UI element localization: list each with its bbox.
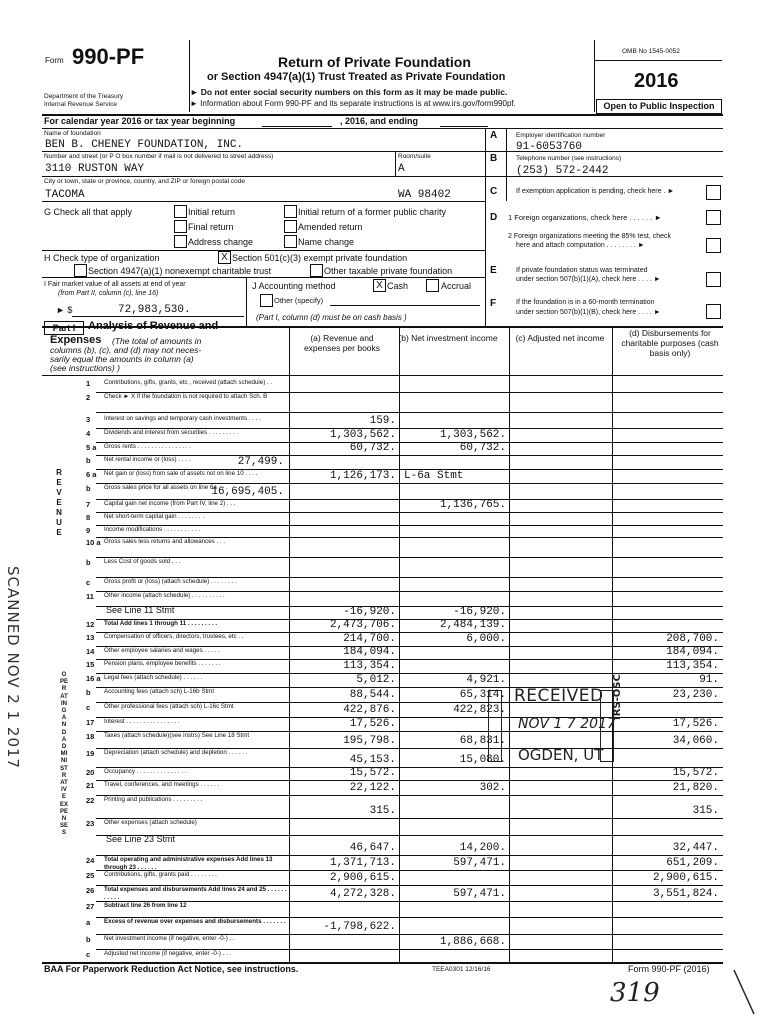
line-label: Less Cost of goods sold . . .: [104, 558, 181, 565]
line-label: Check ► X if the foundation is not required to attach Sch. B: [104, 393, 268, 400]
other-taxable-label: Other taxable private foundation: [324, 266, 453, 276]
part-i-title-2: Expenses: [50, 334, 102, 346]
city-value: TACOMA: [45, 189, 85, 201]
line-label: Gross sales price for all assets on line 6a . . .: [104, 484, 228, 491]
table-row: [0, 901, 770, 917]
table-row: [0, 717, 770, 731]
cell-col-b: 422,823.: [453, 704, 506, 716]
j-label: J Accounting method: [252, 281, 336, 291]
final-return-checkbox[interactable]: [174, 220, 187, 233]
line-label: Depreciation (attach schedule) and depletion . . . . . .: [104, 749, 248, 756]
line-label: Legal fees (attach schedule) . . . . . .: [104, 674, 203, 681]
line-number: a: [86, 918, 91, 927]
line-number: 21: [86, 781, 95, 790]
line-number: c: [86, 578, 91, 587]
foreign-org-checkbox[interactable]: [706, 210, 721, 225]
line-label: Subtract line 26 from line 12: [104, 902, 187, 909]
name-change-checkbox[interactable]: [284, 235, 297, 248]
table-row: [0, 780, 770, 795]
room-label: Room/suite: [398, 153, 431, 160]
table-row: [0, 795, 770, 818]
calendar-year-label: For calendar year 2016 or tax year beginning: [44, 116, 236, 126]
cell-col-d: 184,094.: [666, 646, 719, 658]
omb-number: OMB No 1545-0052: [622, 48, 680, 55]
line-number: 16 a: [86, 674, 101, 683]
line-label: Net short-term capital gain . . . . . . . .: [104, 513, 205, 520]
form-number: 990-PF: [72, 44, 145, 69]
line-label: Net rental income or (loss) . . . .: [104, 456, 191, 463]
form-code: TEEA0301 12/16/16: [432, 966, 491, 973]
line-number: 14: [86, 647, 95, 656]
part-i-title: Analysis of Revenue and: [88, 320, 219, 332]
amended-return-label: Amended return: [298, 222, 363, 232]
cell-col-a: 4,272,328.: [329, 888, 396, 900]
tax-year: 2016: [634, 70, 679, 92]
line-label: Interest . . . . . . . . . . . . . . . .: [104, 718, 180, 725]
fmv-label-1: I Fair market value of all assets at end of year: [44, 281, 186, 288]
table-row: [0, 392, 770, 412]
received-date-stamp: NOV 1 7 2017: [518, 716, 616, 732]
other-method-checkbox[interactable]: [260, 294, 273, 307]
cell-col-b: 4,921.: [466, 674, 506, 686]
cell-col-d: 17,526.: [672, 718, 719, 730]
amended-return-checkbox[interactable]: [284, 220, 297, 233]
name-change-label: Name change: [298, 237, 355, 247]
line-number: c: [86, 703, 91, 712]
cell-col-a: -1,798,622.: [323, 921, 396, 933]
line-number: 10 a: [86, 538, 101, 547]
received-stamp-border-left: [488, 690, 502, 762]
line-label: Net investment income (if negative, enter -0-) . .: [104, 935, 235, 942]
line-number: b: [86, 484, 91, 493]
line-number: 25: [86, 871, 95, 880]
s4947-checkbox[interactable]: [74, 264, 87, 277]
table-row: [0, 934, 770, 949]
e-letter: E: [490, 265, 497, 276]
line-label: Dividends and interest from securities . . . . . . . . .: [104, 429, 239, 436]
cell-col-a: 195,798.: [343, 735, 396, 747]
line-number: b: [86, 456, 91, 465]
cell-col-d: 23,230.: [672, 689, 719, 701]
handwritten-number: 319: [610, 978, 660, 1008]
table-row: [0, 619, 770, 632]
final-return-label: Final return: [188, 222, 234, 232]
cell-col-a: 1,303,562.: [329, 429, 396, 441]
received-stamp: RECEIVED: [514, 686, 604, 706]
table-row: [0, 591, 770, 606]
cell-col-d: 113,354.: [666, 660, 719, 672]
line-label: Gross sales less returns and allowances . . .: [104, 538, 226, 545]
cell-col-a: 88,544.: [349, 689, 396, 701]
cell-col-d: 32,447.: [672, 842, 719, 854]
fmv-dollar: ► $: [56, 305, 73, 315]
phone-letter: B: [490, 153, 498, 164]
c3-checkbox[interactable]: X: [218, 251, 231, 264]
line-number: 11: [86, 592, 94, 601]
line-label: Compensation of officers, directors, trustees, etc . .: [104, 633, 244, 640]
line-number: 23: [86, 819, 95, 828]
ssn-warning: ► Do not enter social security numbers on this form as it may be made public.: [190, 87, 508, 97]
state-zip: WA 98402: [398, 189, 451, 201]
line-label: Total operating and administrative expenses Add lines 13 through 23 . . . . . .: [104, 856, 273, 871]
info-instructions: ► Information about Form 990-PF and its separate instructions is at www.irs.gov/form990pf.: [190, 99, 516, 108]
side-expenses-label: OPERATING AND ADMINISTRATIVE EXPENSES: [60, 672, 69, 837]
line-label: Adjusted net income (if negative, enter -0-) . . .: [104, 950, 232, 957]
line-label: Other employee salaries and wages . . . . .: [104, 647, 220, 654]
table-row: [0, 512, 770, 525]
other-method-label: Other (specify): [274, 296, 324, 305]
line-number: 26: [86, 886, 95, 895]
line-number: 2: [86, 393, 91, 402]
line-number: 8: [86, 513, 91, 522]
table-row: [0, 949, 770, 962]
part-i-desc-1: (The total of amounts in: [112, 336, 202, 346]
cell-col-b: 60,732.: [459, 442, 506, 454]
e-label-1: If private foundation status was terminated: [516, 267, 648, 274]
table-row: [0, 414, 770, 428]
line-number: 15: [86, 660, 95, 669]
cell-col-a: 1,371,713.: [329, 857, 396, 869]
line-label: Accounting fees (attach sch) L-16b Stmt: [104, 688, 215, 695]
table-row: [0, 577, 770, 591]
ein-value: 91-6053760: [516, 141, 583, 153]
initial-return-label: Initial return: [188, 207, 236, 217]
form-title: Return of Private Foundation: [278, 54, 471, 70]
ein-letter: A: [490, 130, 498, 141]
irs-osc-stamp: IRS-OSC: [612, 674, 623, 720]
line-inline-value: 16,695,405.: [211, 486, 284, 498]
cell-col-b: 68,831.: [459, 735, 506, 747]
table-row: [0, 499, 770, 512]
line-number: 18: [86, 732, 95, 741]
room-value: A: [398, 163, 405, 175]
cell-col-a: 46,647.: [349, 842, 396, 854]
line-label: Income modifications . . . . . . . . . . .: [104, 526, 200, 533]
cell-col-a: 159.: [369, 415, 396, 427]
line-number: b: [86, 558, 91, 567]
col-a-header: (a) Revenue and expenses per books: [303, 333, 381, 353]
table-row: [0, 659, 770, 673]
line-number: 4: [86, 429, 91, 438]
line-number: 12: [86, 620, 95, 629]
line-number: 22: [86, 796, 95, 805]
fmv-value: 72,983,530.: [118, 304, 191, 316]
line-label: See Line 23 Stmt: [106, 834, 176, 844]
open-to-public: Open to Public Inspection: [596, 99, 722, 114]
f-label-1: If the foundation is in a 60-month termination: [516, 299, 655, 306]
cell-col-d: 208,700.: [666, 633, 719, 645]
f-letter: F: [490, 298, 497, 309]
address-change-label: Address change: [188, 237, 254, 247]
phone-label: Telephone number (see instructions): [516, 155, 622, 162]
line-label: Capital gain net income (from Part IV, line 2) . . .: [104, 500, 236, 507]
cell-col-b: 6,000.: [466, 633, 506, 645]
col-d-header: (d) Disbursements for charitable purposes (cash basis only): [621, 328, 719, 358]
col-c-header: (c) Adjusted net income: [515, 333, 605, 343]
foreign-org-label: 1 Foreign organizations, check here . . . . . . ►: [508, 213, 662, 222]
col-b-header: (b) Net investment income: [398, 333, 498, 343]
cell-col-d: 315.: [692, 805, 719, 817]
scanned-stamp: SCANNED NOV 2 1 2017: [4, 566, 22, 770]
line-label: Other income (attach schedule) . . . . . . . . . .: [104, 592, 225, 599]
line-number: 3: [86, 415, 91, 424]
line-number: 20: [86, 768, 95, 777]
initial-former-checkbox[interactable]: [284, 205, 297, 218]
table-row: [0, 687, 770, 702]
dept-treasury: Department of the Treasury: [44, 93, 124, 100]
ein-label: Employer identification number: [516, 132, 606, 139]
cell-col-a: 15,572.: [349, 767, 396, 779]
line-number: 9: [86, 526, 91, 535]
line-label: Gross profit or (loss) (attach schedule) . . . . . . . .: [104, 578, 237, 585]
table-row: [0, 748, 770, 767]
cell-col-b: 14,200.: [459, 842, 506, 854]
received-city-stamp: OGDEN, UT: [518, 746, 604, 764]
table-row: [0, 632, 770, 646]
f-checkbox[interactable]: [706, 304, 721, 319]
line-label: Total Add lines 1 through 11 . . . . . . . . .: [104, 620, 218, 627]
line-number: 6 a: [86, 470, 97, 479]
line-label: See Line 11 Stmt: [106, 605, 175, 615]
accrual-checkbox[interactable]: [426, 279, 439, 292]
cell-col-a: 2,473,706.: [329, 619, 396, 631]
accrual-label: Accrual: [441, 281, 472, 291]
cell-col-b: L-6a Stmt: [404, 470, 464, 482]
line-label: Pension plans, employee benefits . . . . . . .: [104, 660, 221, 667]
other-taxable-checkbox[interactable]: [310, 264, 323, 277]
part-i-desc-4: (see instructions) ): [50, 363, 120, 373]
cell-col-a: 5,012.: [356, 674, 396, 686]
form-subtitle: or Section 4947(a)(1) Trust Treated as Private Foundation: [207, 71, 506, 83]
cell-col-b: 1,886,668.: [439, 936, 506, 948]
line-number: 19: [86, 749, 95, 758]
table-row: [0, 835, 770, 855]
table-row: [0, 917, 770, 934]
table-row: [0, 646, 770, 659]
line-number: 7: [86, 500, 91, 509]
line-label: Excess of revenue over expenses and disbursements . . . . . . .: [104, 918, 286, 925]
cell-col-b: 1,136,765.: [439, 499, 506, 511]
initial-return-checkbox[interactable]: [174, 205, 187, 218]
cell-col-a: -16,920.: [343, 606, 396, 618]
irs-label: Internal Revenue Service: [44, 101, 117, 108]
table-row: [0, 428, 770, 442]
line-label: Printing and publications . . . . . . . . .: [104, 796, 203, 803]
table-row: [0, 378, 770, 392]
line-label: Contributions, gifts, grants, etc , received (attach schedule) . .: [104, 379, 273, 386]
cell-col-a: 214,700.: [343, 633, 396, 645]
cell-col-a: 22,122.: [349, 782, 396, 794]
table-row: [0, 525, 770, 537]
calendar-ending-label: , 2016, and ending: [340, 116, 419, 126]
cell-col-a: 184,094.: [343, 646, 396, 658]
cell-col-d: 34,060.: [672, 735, 719, 747]
line-number: b: [86, 935, 91, 944]
g-label: G Check all that apply: [44, 207, 133, 217]
line-label: Other expenses (attach schedule): [104, 819, 197, 826]
phone-value: (253) 572-2442: [516, 165, 609, 177]
table-row: [0, 469, 770, 483]
cell-col-d: 91.: [699, 674, 719, 686]
table-row: [0, 767, 770, 780]
line-number: 5 a: [86, 443, 97, 452]
line-number: 17: [86, 718, 95, 727]
cell-col-b: 302.: [479, 782, 506, 794]
e-checkbox[interactable]: [706, 272, 721, 287]
s4947-label: Section 4947(a)(1) nonexempt charitable trust: [88, 266, 272, 276]
table-row: [0, 537, 770, 557]
cell-col-d: 651,209.: [666, 857, 719, 869]
foundation-name: BEN B. CHENEY FOUNDATION, INC.: [45, 139, 244, 151]
foreign-85-label-1: 2 Foreign organizations meeting the 85% test, check: [508, 233, 672, 240]
line-number: 24: [86, 856, 95, 865]
cell-col-d: 15,572.: [672, 767, 719, 779]
street-label: Number and street (or P O box number if mail is not delivered to street address): [44, 153, 274, 160]
part-i-badge: Part I: [44, 321, 84, 335]
pen-stroke: [732, 968, 756, 1018]
address-change-checkbox[interactable]: [174, 235, 187, 248]
initial-former-label: Initial return of a former public charity: [298, 207, 447, 217]
c3-label: Section 501(c)(3) exempt private foundation: [232, 253, 408, 263]
table-row: [0, 606, 770, 619]
city-label: City or town, state or province, country, and ZIP or foreign postal code: [44, 178, 245, 185]
h-label: H Check type of organization: [44, 253, 160, 263]
cell-col-b: 1,303,562.: [439, 429, 506, 441]
cell-col-b: 2,484,139.: [439, 619, 506, 631]
line-label: Interest on savings and temporary cash investments . . . .: [104, 415, 261, 422]
line-number: b: [86, 688, 91, 697]
form-footer-id: Form 990-PF (2016): [628, 964, 710, 974]
line-label: Occupancy . . . . . . . . . . . . . . .: [104, 768, 187, 775]
cell-col-d: 2,900,615.: [652, 872, 719, 884]
line-label: Taxes (attach schedule)(see instrs) See Line 18 Stmt: [104, 732, 250, 739]
line-label: Contributions, gifts, grants paid . . . . . . . .: [104, 871, 217, 878]
line-number: c: [86, 950, 91, 959]
table-row: [0, 557, 770, 577]
table-row: [0, 870, 770, 885]
line-label: Total expenses and disbursements Add lines 24 and 25 . . . . . . . . . . .: [104, 886, 287, 901]
cash-basis-note: (Part I, column (d) must be on cash basis ): [256, 313, 407, 322]
exemption-pending-checkbox[interactable]: [706, 185, 721, 200]
cell-col-d: 21,820.: [672, 782, 719, 794]
cell-col-b: -16,920.: [453, 606, 506, 618]
c-letter: C: [490, 186, 498, 197]
d-letter: D: [490, 212, 498, 223]
baa-notice: BAA For Paperwork Reduction Act Notice, see instructions.: [44, 964, 299, 974]
cell-col-a: 422,876.: [343, 704, 396, 716]
line-number: 27: [86, 902, 95, 911]
cell-col-a: 315.: [369, 805, 396, 817]
table-row: [0, 442, 770, 455]
side-revenue-label: REVENUE: [56, 468, 62, 537]
line-label: Travel, conferences, and meetings . . . . . .: [104, 781, 220, 788]
table-row: [0, 483, 770, 499]
table-row: [0, 673, 770, 687]
cell-col-a: 113,354.: [343, 660, 396, 672]
part-i-desc-2: columns (b), (c), and (d) may not neces-: [50, 345, 202, 355]
line-label: Gross rents . . . . . . . . . . . . . . . .: [104, 443, 191, 450]
cash-label: Cash: [387, 281, 409, 291]
street-value: 3110 RUSTON WAY: [45, 163, 145, 175]
part-i-desc-3: sarily equal the amounts in column (a): [50, 354, 194, 364]
table-row: [0, 885, 770, 901]
table-row: [0, 455, 770, 469]
table-row: [0, 855, 770, 870]
cash-checkbox[interactable]: X: [373, 279, 386, 292]
table-row: [0, 702, 770, 717]
exemption-pending-label: If exemption application is pending, check here . ►: [516, 188, 675, 195]
line-label: Other professional fees (attach sch) L-16c Stmt: [104, 703, 234, 710]
cell-col-b: 597,471.: [453, 857, 506, 869]
line-inline-value: 27,499.: [237, 456, 284, 468]
line-number: 13: [86, 633, 95, 642]
cell-col-b: 65,314.: [459, 689, 506, 701]
cell-col-a: 60,732.: [349, 442, 396, 454]
line-number: 1: [86, 379, 91, 388]
cell-col-b: 15,080.: [459, 754, 506, 766]
foreign-85-checkbox[interactable]: [706, 238, 721, 253]
line-label: Net gain or (loss) from sale of assets not on line 10 . . . .: [104, 470, 258, 477]
foundation-name-label: Name of foundation: [44, 130, 101, 137]
form-prefix: Form: [45, 56, 64, 65]
e-label-2: under section 507(b)(1)(A), check here . . . . ►: [516, 276, 661, 283]
foreign-85-label-2: here and attach computation . . . . . . . . ►: [516, 242, 645, 249]
cell-col-b: 597,471.: [453, 888, 506, 900]
f-label-2: under section 507(b)(1)(B), check here . . . . ►: [516, 309, 661, 316]
table-row: [0, 818, 770, 835]
cell-col-a: 2,900,615.: [329, 872, 396, 884]
table-row: [0, 731, 770, 748]
cell-col-d: 3,551,824.: [652, 888, 719, 900]
cell-col-a: 45,153.: [349, 754, 396, 766]
cell-col-a: 1,126,173.: [329, 470, 396, 482]
row-divider: [96, 412, 723, 413]
fmv-label-2: (from Part II, column (c), line 16): [58, 290, 159, 297]
cell-col-a: 17,526.: [349, 718, 396, 730]
